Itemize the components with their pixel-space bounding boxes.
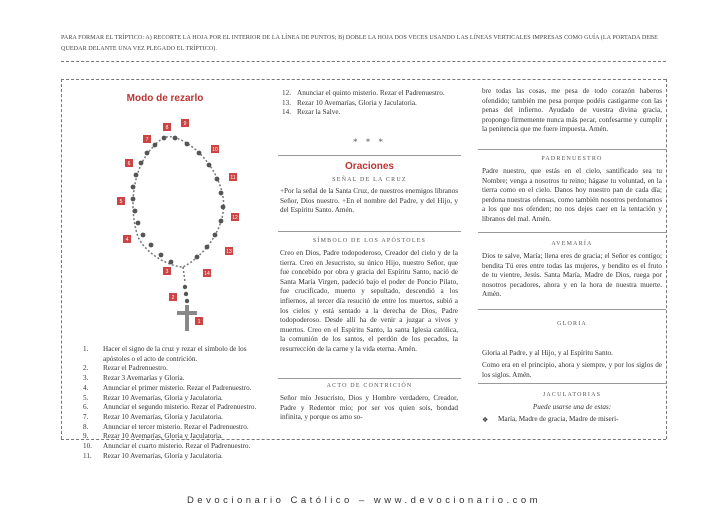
panel-modo-de-rezarlo (61, 79, 269, 460)
step-item: 9. Rezar 10 Avemarías, Gloria y Jaculatoria. (83, 432, 223, 441)
step-item: 3. Rezar 3 Avemarías y Gloria. (83, 374, 185, 383)
step-item: 14. Rezar la Salve. (282, 108, 341, 117)
step-item: 2. Rezar el Padrenuestro. (83, 364, 168, 373)
footer-site-credit: Devocionario Católico – www.devocionario.com (186, 495, 542, 506)
simbolo-text: Creo en Dios, Padre todopoderoso, Creador del cielo y de la tierra. Creo en Jesucristo, su único Hijo, nuestro Señor, que fue concebido por obra y gracia del Espíritu Santo, nació de Santa María Virgen, padeció bajo el poder de Poncio Pilato, fue crucificado, muerto y sepultado, descendió a los infiernos, al tercer día resucitó de entre los muertos, subió a los cielos y está sentado a la derecha de Dios, Padre todopoderoso. Desde allí ha de venir a juzgar a vivos y muertos. Creo en el Espíritu Santo, la santa Iglesia católica, la comunión de los santos, el perdón de los pecados, la resurrección de la carne y la vida eterna. Amén. (280, 249, 458, 353)
svg-text:9: 9 (183, 121, 187, 127)
divider (478, 383, 666, 384)
svg-text:3: 3 (165, 269, 169, 275)
step-item: 5. Rezar 10 Avemarías, Gloria y Jaculatoria. (83, 393, 223, 402)
svg-text:12: 12 (232, 215, 238, 221)
jaculatoria-item: María, Madre de gracia, Madre de miseri- (498, 415, 619, 423)
contricion-cont-text: bre todas las cosas, me pesa de todo corazón haberos ofendido; también me pesa porque podéis castigarme con las penas del infierno. Ayudado de vuestra divina gracia, propongo firmemente nunca más pecar, confesarme y cumplir la penitencia que me fuere impuesta. Amén. (482, 87, 662, 134)
svg-text:8: 8 (165, 125, 169, 131)
divider (278, 231, 461, 232)
modo-title: Modo de rezarlo (126, 93, 204, 104)
svg-text:10: 10 (212, 147, 218, 153)
divider (278, 155, 461, 156)
divider (478, 232, 666, 233)
step-item: 8. Anunciar el tercer misterio. Rezar el Padrenuestro. (83, 422, 249, 431)
svg-text:7: 7 (145, 137, 149, 143)
step-item: 6. Anunciar el segundo misterio. Rezar el Padrenuestro. (83, 403, 257, 412)
panel-oraciones-2 (478, 79, 666, 439)
svg-text:13: 13 (226, 249, 232, 255)
gloria-text-1: Gloria al Padre, y al Hijo, y al Espíritu Santo. (482, 349, 613, 357)
svg-text:2: 2 (171, 295, 175, 301)
jaculatorias-sub: Puede usarse una de estas: (532, 403, 612, 411)
padrenuestro-text: Padre nuestro, que estás en el cielo, santificado sea tu Nombre; venga a nosotros tu reino; hágase tu voluntad, en la tierra como en el cielo. Danos hoy nuestro pan de cada día; perdona nuestras ofensas, como también nosotros perdonamos a los que nos ofenden; no nos dejes caer en la tentación y líbranos del mal. Amén. (482, 167, 662, 223)
senal-text: +Por la señal de la Santa Cruz, de nuestros enemigos líbranos Señor, Dios nuestro. +En el nombre del Padre, y del Hijo, y del Espíritu Santo. Amén. (280, 187, 458, 215)
padrenuestro-title: PADRENUESTRO (541, 156, 603, 162)
svg-text:1: 1 (197, 319, 201, 325)
step-item: 7. Rezar 10 Avemarías, Gloria y Jaculatoria. (83, 412, 223, 421)
divider (478, 309, 666, 310)
svg-text:14: 14 (204, 271, 210, 277)
steps-list-2 (282, 89, 457, 118)
step-item: 1. Hacer el signo de la cruz y rezar el símbolo de los apóstoles o el acto de contrición. (83, 345, 247, 363)
gloria-title: GLORIA (557, 321, 587, 327)
avemaria-title: AVEMARÍA (551, 241, 593, 247)
divider (278, 378, 461, 379)
step-item: 11. Rezar 10 Avemarías, Gloria y Jaculatoria. (83, 451, 223, 460)
divider (478, 149, 666, 150)
svg-text:11: 11 (230, 175, 236, 181)
diamond-bullet-icon: ❖ (482, 416, 489, 424)
contricion-title: ACTO DE CONTRICIÓN (326, 383, 413, 389)
rosary-illustration (113, 117, 243, 337)
section-divider-stars: * * * (353, 137, 386, 147)
cut-line-right (666, 79, 667, 439)
avemaria-text: Dios te salve, María; llena eres de gracia; el Señor es contigo; bendita Tú eres entre todas las mujeres, y bendito es el fruto de tu vientre, Jesús. Santa María, Madre de Dios, ruega por nosotros pecadores, ahora y en la hora de nuestra muerte. Amén. (482, 252, 662, 299)
folding-instructions: PARA FORMAR EL TRÍPTICO: A) RECORTE LA HOJA POR EL INTERIOR DE LA LÍNEA DE PUNTOS; B) DOBLE LA HOJA DOS VECES USANDO LAS LÍNEAS VERTICALES IMPRESAS COMO GUÍA (LA PORTADA DEBE QUEDAR DELANTE UNA VEZ PLEGADO EL TRÍPTICO). (61, 35, 658, 52)
step-item: 4. Anunciar el primer misterio. Rezar el Padrenuestro. (83, 383, 252, 392)
simbolo-title: SÍMBOLO DE LOS APÓSTOLES (312, 238, 427, 244)
contricion-text: Señor mío Jesucristo, Dios y Hombre verdadero, Creador, Padre y Redentor mío; por ser vos quien sois, bondad infinita, y porque os amo so- (280, 394, 458, 422)
panel-oraciones (278, 79, 461, 439)
step-item: 10. Anunciar el cuarto misterio. Rezar el Padrenuestro. (83, 442, 251, 451)
oraciones-title: Oraciones (345, 161, 394, 172)
gloria-text-2: Como era en el principio, ahora y siempre, y por los siglos de los siglos. Amén. (482, 361, 662, 379)
svg-text:4: 4 (125, 237, 129, 243)
senal-title: SEÑAL DE LA CRUZ (332, 177, 407, 183)
cut-line-top (61, 61, 666, 62)
svg-text:5: 5 (119, 199, 123, 205)
jaculatorias-title: JACULATORIAS (542, 392, 602, 398)
step-item: 13. Rezar 10 Avemarías, Gloria y Jaculatoria. (282, 98, 417, 107)
svg-text:6: 6 (127, 161, 131, 167)
step-item: 12. Anunciar el quinto misterio. Rezar el Padrenuestro. (282, 89, 445, 97)
steps-list-1 (75, 345, 265, 461)
